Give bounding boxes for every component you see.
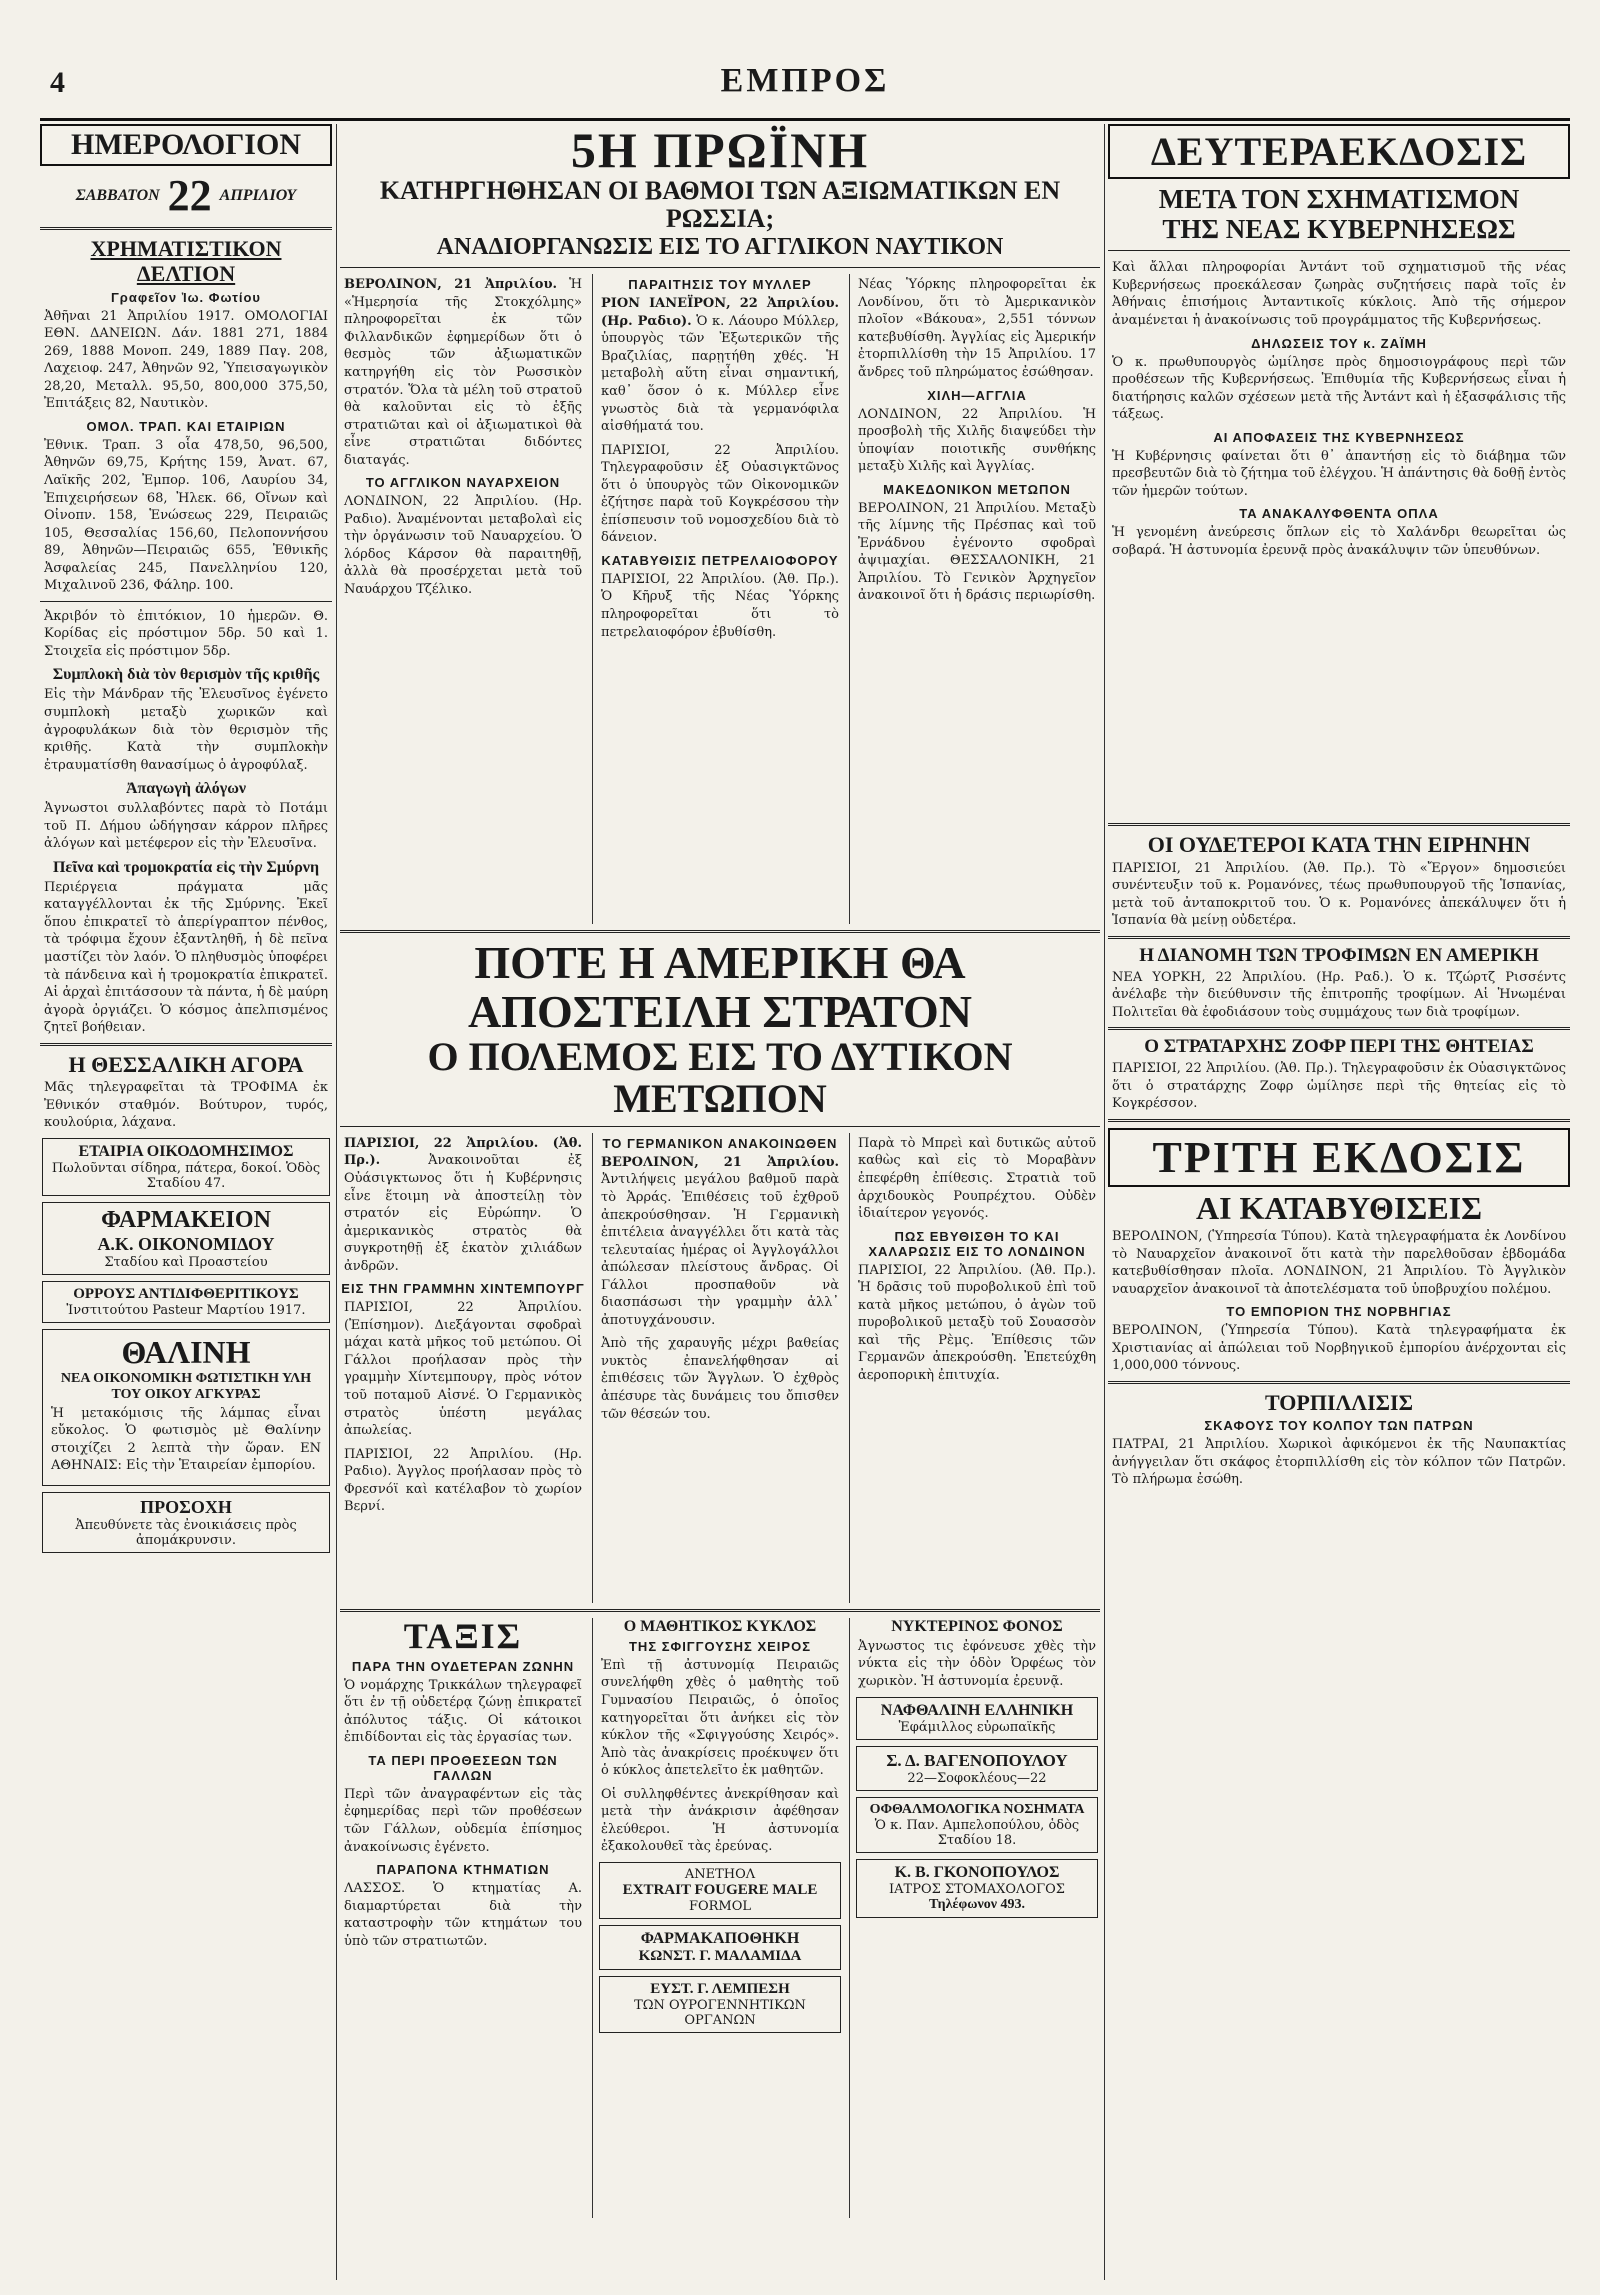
- ad-notice-title: ΠΡΟΣΟΧΗ: [140, 1496, 232, 1517]
- subhead: ΤΟ ΕΜΠΟΡΙΟΝ ΤΗΣ ΝΟΡΒΗΓΙΑΣ: [1226, 1304, 1452, 1320]
- article-text: Ἀπὸ τῆς χαραυγῆς μέχρι βαθείας νυκτὸς ἐπανελήφθησαν αἱ ἐπιθέσεις τῶν Ἄγγλων. Ὁ ἐχθρὸς ἀπέσυρε τὰς δυνάμεις του ὄπισθεν τῶν θέσεών του.: [601, 1336, 839, 1422]
- article-text: Ἡ Κυβέρνησις φαίνεται ὅτι θ᾿ ἀπαντήσῃ εἰς τὸ διάβημα τῶν πρεσβευτῶν διὰ τὸ ζήτημα τοῦ ἐλέγχου. Ἡ ἀπάντησις θὰ δοθῇ ἐντὸς τῶν ἡμερῶν τούτων.: [1112, 448, 1566, 499]
- agora-title: Η ΘΕΣΣΑΛΙΚΗ ΑΓΟΡΑ: [68, 1051, 304, 1077]
- ad-serum-text: Ἰνστιτούτου Pasteur Μαρτίου 1917.: [66, 1302, 306, 1318]
- ad-anethol-formol: FORMOL: [688, 1898, 752, 1914]
- article-text: Ἀντιλήψεις μεγάλου βαθμοῦ παρὰ τὸ Ἀρράς. Ἐπιθέσεις τοῦ ἐχθροῦ ἀπεκρούσθησαν. Ἡ Γερμανικὴ ἐπιτέλεια ἀναγγέλλει ὅτι κατὰ τὰς τελευταίας ἡμέρας οἱ Ἀγγλογάλλοι ἀπώλεσαν πλείστους ἄνδρας. Οἱ Γάλλοι προσπαθοῦν νὰ διασπάσωσι τὴν γραμμὴν ἀλλ᾿ ἀποτυγχάνουσιν.: [601, 1172, 839, 1328]
- finance-text: Ἀθῆναι 21 Ἀπριλίου 1917. ΟΜΟΛΟΓΙΑΙ ΕΘΝ. ΔΑΝΕΙΩΝ. Δάν. 1881 271, 1884 269, 1888 Μονοπ. 249, 1889 Παγ. 208, Λαχειοφ. 247, Ἀθηνῶν 92, Ὑπεισαγωγικὸν 28,20, Μεταλλ. 95,50, 800,000 375,50, Ἐπιτάξεις 82, Ναυτικὸν.: [44, 308, 328, 412]
- finance-title: ΧΡΗΜΑΤΙΣΤΙΚΟΝ ΔΕΛΤΙΟΝ: [90, 236, 282, 287]
- ad-serum-title: ΟΡΡΟΥΣ ΑΝΤΙΔΙΦΘΕΡΙΤΙΚΟΥΣ: [73, 1285, 299, 1302]
- article-text: Περὶ τῶν ἀναγραφέντων εἰς τὰς ἐφημερίδας περὶ τῶν προθέσεων τῶν Γάλλων, οὐδεμία ἐπίσημος ἀνακοίνωσις ἐγένετο.: [344, 1786, 582, 1855]
- article-text: ΛΟΝΔΙΝΟΝ, 22 Ἀπριλίου. Ἡ προσβολὴ τῆς Χιλῆς διαψεύδει τὴν ὑποψίαν ποιοτικῆς συνθήκης μεταξὺ Χιλῆς καὶ Ἀγγλίας.: [858, 406, 1096, 475]
- ad-drugstore-owner: ΚΩΝΣΤ. Γ. ΜΑΛΑΜΙΔΑ: [638, 1947, 802, 1964]
- ad-drugstore-title: ΦΑΡΜΑΚΑΠΟΘΗΚΗ: [640, 1929, 800, 1947]
- headline-government: ΤΗΣ ΝΕΑΣ ΚΥΒΕΡΝΗΣΕΩΣ: [1162, 213, 1516, 244]
- banner-western-front: Ο ΠΟΛΕΜΟΣ ΕΙΣ ΤΟ ΔΥΤΙΚΟΝ ΜΕΤΩΠΟΝ: [427, 1033, 1013, 1121]
- column-center: [340, 124, 1100, 2280]
- subhead: ΠΑΡΑΙΤΗΣΙΣ ΤΟΥ ΜΥΛΛΕΡ: [628, 277, 812, 293]
- ad-naphthalene: [856, 1697, 1098, 1740]
- ad-doctor-lembesi: [599, 1976, 841, 2033]
- ad-doctor-name: ΕΥΣΤ. Γ. ΛΕΜΠΕΣΗ: [650, 1980, 790, 1997]
- newspaper-page: [40, 60, 1570, 2280]
- ad-thaline-subtitle: ΝΕΑ ΟΙΚΟΝΟΜΙΚΗ ΦΩΤΙΣΤΙΚΗ ΥΛΗ ΤΟΥ ΟΙΚΟΥ ΑΓΚΥΡΑΣ: [60, 1370, 312, 1402]
- ad-naphthalene-text: Ἐφάμιλλος εὐρωπαϊκῆς: [898, 1719, 1056, 1735]
- article-text: ΒΕΡΟΛΙΝΟΝ, (Ὑπηρεσία Τύπου). Κατὰ τηλεγραφήματα ἐκ Λονδίνου τὸ Ναυαρχεῖον ἀνακοινοῖ ὅτι κατὰ τὴν παρελθοῦσαν ἑβδομάδα κατεβυθίσθησαν πλοῖα. ΛΟΝΔΙΝΟΝ, 21 Ἀπριλίου. Τὸ Ἀγγλικὸν ναυαρχεῖον ἀνακοινοῖ τὰ ἀποτελέσματα τοῦ ὑποβρυχίου πολέμου.: [1112, 1229, 1566, 1297]
- ad-vagenopoulou-title: Σ. Δ. ΒΑΓΕΝΟΠΟΥΛΟΥ: [886, 1750, 1068, 1770]
- article-text: ΠΑΡΙΣΙΟΙ, 22 Ἀπριλίου. (Ἀθ. Πρ.). Τηλεγραφοῦσιν ἐκ Οὐασιγκτῶνος ὅτι ὁ στρατάρχης Ζοφρ ὡμίλησε περὶ τῆς θητείας εἰς τὸ Κογκρέσσον.: [1112, 1061, 1566, 1112]
- calendar-title: ΗΜΕΡΟΛΟΓΙΟΝ: [40, 124, 332, 166]
- dateline: ΒΕΡΟΛΙΝΟΝ, 21 Ἀπριλίου.: [601, 1154, 839, 1170]
- date-day: ΣΑΒΒΑΤΟΝ: [75, 186, 160, 204]
- story-3-text: Περιέργεια πράγματα μᾶς καταγγέλλονται ἐκ τῆς Σμύρνης. Ἐκεῖ ὅπου ἐπικρατεῖ τὸ ἀπερίγραπτον πένθος, τὰ τρόφιμα ἔχουν ἐξαντληθῆ, ἡ δὲ πεῖνα μαστίζει τὸν λαόν. Ὁ πληθυσμὸς ὑποφέρει τὰ πάνδεινα καὶ ἡ τρομοκρατία ἐπικρατεῖ. Αἱ ἀρχαὶ ἐπιτάσσουν τὰ πάντα, ἡ δὲ μαύρη ἀγορὰ ὀργιάζει. Ὁ κόσμος ἀπελπισμένος ζητεῖ βοήθειαν.: [44, 879, 329, 1036]
- article-text: ΠΑΡΙΣΙΟΙ, 21 Ἀπριλίου. (Ἀθ. Πρ.). Τὸ «Ἔργον» δημοσιεύει συνέντευξιν τοῦ κ. Ρομανόνες, τέως πρωθυπουργοῦ τῆς Ἱσπανίας, μετὰ τοῦ ἀνταποκριτοῦ του. Ὁ κ. Ρομανόνες ἀπεκάλυψεν ὅτι ἡ Ἱσπανία θὰ μείνῃ οὐδετέρα.: [1112, 860, 1566, 929]
- subhead: ΤΑ ΠΕΡΙ ΠΡΟΘΕΣΕΩΝ ΤΩΝ ΓΑΛΛΩΝ: [368, 1752, 558, 1783]
- ad-construction-title: ΕΤΑΙΡΙΑ ΟΙΚΟΔΟΜΗΣΙΜΟΣ: [78, 1142, 294, 1160]
- subhead: ΑΙ ΑΠΟΦΑΣΕΙΣ ΤΗΣ ΚΥΒΕΡΝΗΣΕΩΣ: [1213, 429, 1465, 445]
- ad-thaline-text: Ἡ μετακόμισις τῆς λάμπας εἶναι εὔκολος. Ὁ φωτισμὸς μὲ Θαλίνην στοιχίζει 2 λεπτὰ τὴν ὥραν. ΕΝ ΑΘΗΝΑΙΣ: Εἰς τὴν Ἑταιρείαν ἐμπορίου.: [51, 1405, 321, 1474]
- date-number: 22: [167, 171, 212, 220]
- top-articles: [340, 274, 1100, 924]
- article-text: Ἐπὶ τῇ ἀστυνομίᾳ Πειραιῶς συνελήφθη χθὲς ὁ μαθητὴς τοῦ Γυμνασίου Πειραιῶς, ὁ ὁποῖος κατηγορεῖται ὅτι ἀνήκει εἰς τὸν κύκλον τῆς «Σφιγγούσης Χειρός». Ἀπὸ τὰς ἀνακρίσεις προέκυψεν ὅτι ὁ κύκλος ἀπετελεῖτο ἐκ μαθητῶν.: [601, 1657, 839, 1779]
- article-text: ΒΕΡΟΛΙΝΟΝ, (Ὑπηρεσία Τύπου). Κατὰ τηλεγραφήματα ἐκ Χριστιανίας αἱ ἀπώλειαι τοῦ Νορβηγικοῦ ἐμπορίου ἀνέρχονται εἰς 1,000,000 τόννους.: [1112, 1323, 1566, 1374]
- sinkings-title: ΑΙ ΚΑΤΑΒΥΘΙΣΕΙΣ: [1195, 1189, 1483, 1226]
- article-text: ΝΕΑ ΥΟΡΚΗ, 22 Ἀπριλίου. (Ηρ. Ραδ.). Ὁ κ. Τζώρτζ Ρισσέντς ἀνέλαβε τὴν διεύθυνσιν τῆς ἐπιτροπῆς τροφίμων. Αἱ Ἡνωμέναι Πολιτεῖαι θὰ ἐφοδιάσουν τοὺς συμμάχους των διὰ τροφίμων.: [1112, 969, 1566, 1020]
- page-number: 4: [50, 66, 65, 99]
- article-text: ΠΑΡΙΣΙΟΙ, 22 Ἀπριλίου. (Ηρ. Ραδιο). Ἀγγλος προήλασαν πρὸς τὸ Φρεσνόϊ καὶ κατέλαβον τὸ χωρίον Βερνί.: [344, 1446, 582, 1515]
- subhead: ΤΑ ΑΝΑΚΑΛΥΦΘΕΝΤΑ ΟΠΛΑ: [1239, 506, 1439, 522]
- headline-navy: ΑΝΑΔΙΟΡΓΑΝΩΣΙΣ ΕΙΣ ΤΟ ΑΓΓΛΙΚΟΝ ΝΑΥΤΙΚΟΝ: [436, 233, 1004, 260]
- ad-anethol: [599, 1862, 841, 1919]
- student-circle-subtitle: ΤΗΣ ΣΦΙΓΓΟΥΣΗΣ ΧΕΙΡΟΣ: [628, 1638, 811, 1654]
- ad-ophthalmology: [856, 1797, 1098, 1853]
- article-text: Ἡ γενομένη ἀνεύρεσις ὅπλων εἰς τὸ Χαλάνδρι θεωρεῖται ὡς σοβαρά. Ἡ ἀστυνομία ἐρευνᾷ πρὸς ἀνακάλυψιν τῶν ὑπευθύνων.: [1112, 525, 1566, 558]
- food-distribution-title: Η ΔΙΑΝΟΜΗ ΤΩΝ ΤΡΟΦΙΜΩΝ ΕΝ ΑΜΕΡΙΚΗ: [1139, 944, 1539, 966]
- subhead: ΔΗΛΩΣΕΙΣ ΤΟΥ κ. ΖΑΪΜΗ: [1251, 335, 1427, 351]
- ad-doctor-specialty: ΤΩΝ ΟΥΡΟΓΕΝΝΗΤΙΚΩΝ ΟΡΓΑΝΩΝ: [634, 1997, 806, 2028]
- neutrals-title: ΟΙ ΟΥΔΕΤΕΡΟΙ ΚΑΤΑ ΤΗΝ ΕΙΡΗΝΗΝ: [1147, 832, 1531, 858]
- student-circle-title: Ο ΜΑΘΗΤΙΚΟΣ ΚΥΚΛΟΣ: [623, 1617, 817, 1635]
- article-text: ΒΕΡΟΛΙΝΟΝ, 21 Ἀπριλίου. Μεταξὺ τῆς λίμνης τῆς Πρέσπας καὶ τοῦ Ἐρνάδνου ἐγένοντο σφοδραὶ ἀψιμαχίαι. ΘΕΣΣΑΛΟΝΙΚΗ, 21 Ἀπριλίου. Τὸ Γενικὸν Ἀρχηγεῖον ἀνακοινοῖ ὅτι ἡ δράσις περιωρίσθη.: [858, 500, 1096, 604]
- ad-drugstore: [599, 1925, 841, 1970]
- ad-pharmacy-title: ΦΑΡΜΑΚΕΙΟΝ: [101, 1206, 271, 1233]
- subhead: ΤΟ ΓΕΡΜΑΝΙΚΟΝ ΑΝΑΚΟΙΝΩΘΕΝ: [602, 1135, 838, 1151]
- torpedo-title: ΤΟΡΠΙΛΛΙΣΙΣ: [1265, 1389, 1413, 1415]
- torpedo-subtitle: ΣΚΑΦΟΥΣ ΤΟΥ ΚΟΛΠΟΥ ΤΩΝ ΠΑΤΡΩΝ: [1204, 1418, 1474, 1434]
- government-articles: [1108, 257, 1570, 817]
- column-right: [1108, 124, 1570, 2280]
- second-edition-title: ΔΕΥΤΕΡΑΕΚΔΟΣΙΣ: [1108, 124, 1570, 179]
- edition-title: 5Η ΠΡΩΪΝΗ: [570, 124, 870, 178]
- article-text: Παρὰ τὸ Μπρεὶ καὶ δυτικῶς αὐτοῦ καθὼς καὶ εἰς τὸ Μοραβὰνν ἐπεφέρθη ἐπίθεσις. Στρατιὰ τοῦ ἀρχιδουκὸς Ρουπρέχτου. Οὐδὲν ἰδιαίτερον γεγονός.: [858, 1135, 1096, 1222]
- ad-pharmacy-address: Σταδίου καὶ Προαστείου: [104, 1254, 268, 1270]
- ad-ophthalmology-title: ΟΦΘΑΛΜΟΛΟΓΙΚΑ ΝΟΣΗΜΑΤΑ: [869, 1801, 1085, 1817]
- dateline: ΒΕΡΟΛΙΝΟΝ, 21 Ἀπριλίου.: [344, 277, 557, 293]
- article-text: ΠΑΤΡΑΙ, 21 Ἀπριλίου. Χωρικοὶ ἀφικόμενοι ἐκ τῆς Ναυπακτίας ἀνήγγειλαν ὅτι σκάφος ἐτορπιλλίσθη εἰς τὸν κόλπον τῶν Πατρῶν. Τὸ πλήρωμα ἐσώθη.: [1112, 1437, 1566, 1488]
- story-1-title: Συμπλοκὴ διὰ τὸν θερισμὸν τῆς κριθῆς: [52, 666, 320, 684]
- ad-gkonopoulos: [856, 1859, 1098, 1918]
- ad-notice: [42, 1492, 330, 1553]
- article-text: ΛΑΣΣΟΣ. Ὁ κτηματίας Α. διαμαρτύρεται διὰ τὴν καταστροφὴν τῶν κτημάτων του ὑπὸ τῶν στρατιωτῶν.: [344, 1881, 582, 1949]
- ad-gkonopoulos-specialty: ΙΑΤΡΟΣ ΣΤΟΜΑΧΟΛΟΓΟΣ: [889, 1881, 1065, 1897]
- ad-notice-text: Ἀπευθύνετε τὰς ἐνοικιάσεις πρὸς ἀπομάκρυνσιν.: [75, 1517, 297, 1548]
- article-text: Ὁ κ. Λάουρο Μύλλερ, ὑπουργὸς τῶν Ἐξωτερικῶν τῆς Βραζιλίας, παρῃτήθη χθές. Ἡ μεταβολὴ αὕτη εἶναι σημαντική, καθ᾿ ὅσον ὁ κ. Μύλλερ εἶνε γνωστὸς διὰ τὰ γερμανόφιλα αἰσθήματά του.: [601, 313, 839, 435]
- article-text: Ἡ «Ἡμερησία τῆς Στοκχόλμης» πληροφορεῖται ἐκ τῶν Φιλλανδικῶν ἐφημερίδων ὅτι ὁ θεσμὸς τῶν ἀξιωματικῶν κατηργήθη εἰς τὸν Ρωσσικὸν στρατόν. Ὅλα τὰ μέλη τοῦ στρατοῦ θὰ καλοῦνται εἰς τὸ ἑξῆς στρατιῶται καὶ οἱ ἀξιωματικοὶ θὰ εἶνε στρατιῶται διδόντες διαταγάς.: [344, 277, 582, 468]
- order-subtitle: ΠΑΡΑ ΤΗΝ ΟΥΔΕΤΕΡΑΝ ΖΩΝΗΝ: [351, 1658, 575, 1674]
- article-text: Ὁ κ. πρωθυπουργὸς ὡμίλησε πρὸς δημοσιογράφους περὶ τῶν προθέσεων τῆς Κυβερνήσεως. Ἐπιθυμία τῆς Κυβερνήσεως εἶναι ἡ διατήρησις καλῶν σχέσεων μετὰ τῆς Ἀντάντ καὶ ἡ ἐξασφάλισις τῆς τάξεως.: [1112, 354, 1566, 423]
- ad-vagenopoulou-address: 22—Σοφοκλέους—22: [907, 1770, 1047, 1786]
- ad-construction-text: Πωλοῦνται σίδηρα, πάτερα, δοκοί. Ὁδὸς Σταδίου 47.: [51, 1160, 321, 1191]
- subhead: ΠΩΣ ΕΒΥΘΙΣΘΗ ΤΟ ΚΑΙ ΧΑΛΑΡΩΣΙΣ ΕΙΣ ΤΟ ΛΟΝΔΙΝΟΝ: [868, 1228, 1086, 1259]
- article-text: ΠΑΡΙΣΙΟΙ, 22 Ἀπριλίου. (Ἐπίσημον). Διεξάγονται σφοδραὶ μάχαι κατὰ μῆκος τοῦ μετώπου. Οἱ Γάλλοι προήλασαν πρὸς τὴν γραμμὴν Χίντεμπουργ, πρὸς νότον τοῦ ποταμοῦ Αἰσνέ. Ὁ Γερμανικὸς στρατὸς ὑπέστη μεγάλας ἀπωλείας.: [344, 1300, 582, 1439]
- ad-pharmacy-owner: Α.Κ. ΟΙΚΟΝΟΜΙΔΟΥ: [97, 1233, 275, 1254]
- subhead: ΤΟ ΑΓΓΛΙΚΟΝ ΝΑΥΑΡΧΕΙΟΝ: [365, 475, 561, 491]
- third-edition-title: ΤΡΙΤΗ ΕΚΔΟΣΙΣ: [1108, 1128, 1570, 1187]
- story-1-text: Εἰς τὴν Μάνδραν τῆς Ἐλευσῖνος ἐγένετο συμπλοκὴ μεταξὺ χωρικῶν καὶ ἀγροφυλάκων διὰ τὸν θερισμὸν τῆς κριθῆς. Κατὰ τὴν συμπλοκὴν ἐτραυματίσθη θανασίμως ὁ ἀγροφύλαξ.: [44, 687, 328, 773]
- ad-thaline-title: ΘΑΛΙΝΗ: [121, 1333, 251, 1370]
- masthead: ΕΜΠΡΟΣ: [720, 62, 890, 99]
- ad-ophthalmology-text: Ὁ κ. Παν. Αμπελοπούλου, ὁδὸς Σταδίου 18.: [874, 1817, 1080, 1848]
- subhead: ΚΑΤΑΒΥΘΙΣΙΣ ΠΕΤΡΕΛΑΙΟΦΟΡΟΥ: [601, 552, 839, 568]
- ad-pharmacy: [42, 1202, 330, 1275]
- article-text: Ὁ νομάρχης Τρικκάλων τηλεγραφεῖ ὅτι ἐν τῇ οὐδετέρᾳ ζώνῃ ἐπικρατεῖ ἀπόλυτος τάξις. Οἱ κάτοικοι ἐπιδίδονται εἰς τὰς ἐργασίας των.: [344, 1677, 582, 1746]
- article-text: Νέας Ὑόρκης πληροφορεῖται ἐκ Λονδίνου, ὅτι τὸ Ἀμερικανικὸν πλοῖον «Βάκουα», 2,551 τόννων κατεβυθίσθη. Ἀγγλίας εἰς Ἀμερικήν ἐτορπιλλίσθη τὴν 15 Ἀπριλίου. 17 ἄνδρες τοῦ πληρώματος ἐσώθησαν.: [858, 277, 1096, 381]
- article-text: Ἀνακοινοῦται ἐξ Οὐάσιγκτωνος ὅτι ἡ Κυβέρνησις εἶνε ἕτοιμη νὰ ἀποστείλῃ τὸν στρατόν εἰς Εὐρώπην. Ὁ ἀμερικανικὸς στρατὸς θὰ συγκροτηθῇ ἐξ ἑκατὸν χιλιάδων ἀνδρῶν.: [344, 1153, 582, 1274]
- banner-america: ΠΟΤΕ Η ΑΜΕΡΙΚΗ ΘΑ ΑΠΟΣΤΕΙΛΗ ΣΤΡΑΤΟΝ: [467, 937, 973, 1037]
- ad-vagenopoulou: [856, 1746, 1098, 1791]
- finance-subhead: ΟΜΟΛ. ΤΡΑΠ. ΚΑΙ ΕΤΑΙΡΙΩΝ: [86, 418, 286, 434]
- dateline: ΠΑΡΙΣΙΟΙ, 22 Ἀπριλίου. (Ἀθ. Πρ.).: [344, 1135, 582, 1169]
- page-header: [40, 60, 1570, 121]
- headline-russia: ΚΑΤΗΡΓΗΘΗΣΑΝ ΟΙ ΒΑΘΜΟΙ ΤΩΝ ΑΞΙΩΜΑΤΙΚΩΝ ΕΝ ΡΩΣΣΙΑ;: [379, 175, 1061, 234]
- ad-anethol-product: EXTRAIT FOUGERE MALE: [622, 1881, 818, 1898]
- ad-construction: [42, 1138, 330, 1196]
- ad-naphthalene-title: ΝΑΦΘΑΛΙΝΗ ΕΛΛΗΝΙΚΗ: [880, 1701, 1074, 1719]
- subhead: ΕΙΣ ΤΗΝ ΓΡΑΜΜΗΝ ΧΙΝΤΕΜΠΟΥΡΓ: [341, 1281, 585, 1297]
- article-text: ΛΟΝΔΙΝΟΝ, 22 Ἀπριλίου. (Ηρ. Ραδιο). Ἀναμένονται μεταβολαὶ εἰς τὴν ὀργάνωσιν τοῦ Ναυαρχείου. Ὁ λόρδος Κάρσον θὰ παραιτηθῇ, ἀλλὰ θὰ προσέρχεται μετὰ τοῦ Ναυάρχου Τζέλικο.: [344, 494, 582, 598]
- headline-formation: ΜΕΤΑ ΤΟΝ ΣΧΗΜΑΤΙΣΜΟΝ: [1158, 184, 1520, 214]
- article-text: Οἱ συλληφθέντες ἀνεκρίθησαν καὶ μετὰ τὴν ἀνάκρισιν ἀφέθησαν ἐλεύθεροι. Ἡ ἀστυνομία ἐξακολουθεῖ τὰς ἐρεύνας.: [601, 1786, 839, 1855]
- date-line: [40, 170, 332, 221]
- night-murder-title: ΝΥΚΤΕΡΙΝΟΣ ΦΟΝΟΣ: [891, 1617, 1063, 1635]
- bottom-articles: [340, 1618, 1100, 2218]
- story-2-title: Ἀπαγωγὴ ἀλόγων: [125, 780, 247, 798]
- dateline: ΡΙΟΝ ΙΑΝΕΪΡΟΝ, 22 Ἀπριλίου. (Ηρ. Ραδιο).: [601, 296, 839, 329]
- story-3-title: Πεῖνα καὶ τρομοκρατία εἰς τὴν Σμύρνη: [52, 858, 320, 876]
- article-text: ΠΑΡΙΣΙΟΙ, 22 Ἀπριλίου. (Ἀθ. Πρ.). Ἡ δρᾶσις τοῦ πυροβολικοῦ ἐπὶ τοῦ κατὰ μῆκος μετώπου, ὁ ἀγὼν τοῦ πυροβολικοῦ μεταξὺ τοῦ Σουασσὸν καὶ τῆς Ρὲμς. Ἐπίθεσις τῶν Γερμανῶν ἀπεκρούσθη. Ἐπετεύχθη ἀεροπορικὴ ἐπιτυχία.: [858, 1262, 1096, 1383]
- article-text: ΠΑΡΙΣΙΟΙ, 22 Ἀπριλίου. Τηλεγραφοῦσιν ἐξ Οὐασιγκτῶνος ὅτι ὁ ὑπουργὸς τῶν Οἰκονομικῶν ἐζήτησε παρὰ τοῦ Κογκρέσσου τὴν ἐπίσπευσιν τοῦ νομοσχεδίου διὰ τὸ δάνειον.: [601, 442, 839, 546]
- ad-anethol-name: ΑΝΕΤΗΟΛ: [684, 1866, 756, 1882]
- article-text: ΠΑΡΙΣΙΟΙ, 22 Ἀπριλίου. (Ἀθ. Πρ.). Ὁ Κῆρυξ τῆς Νέας Ὑόρκης πληροφορεῖται ὅτι τὸ πετρελαιοφόρον ἐβυθίσθη.: [601, 571, 839, 640]
- order-title: ΤΑΞΙΣ: [403, 1617, 523, 1656]
- ad-thaline: [42, 1329, 330, 1486]
- subhead: ΧΙΛΗ—ΑΓΓΛΙΑ: [927, 387, 1027, 403]
- notes-text: Ἀκριβόν τὸ ἐπιτόκιον, 10 ἡμερῶν. Θ. Κορίδας εἰς πρόστιμον 5δρ. 50 καὶ 1. Στοιχεῖα εἰς πρόστιμον 5δρ.: [44, 608, 328, 659]
- column-left: [40, 124, 332, 2280]
- war-articles: [340, 1133, 1100, 1603]
- article-text: Ἀγνωστος τις ἐφόνευσε χθὲς τὴν νύκτα εἰς τὴν ὁδὸν Ὀρφέως τὸν χωρικὸν. Ἡ ἀστυνομία ἐρευνᾷ.: [858, 1638, 1096, 1689]
- ad-gkonopoulos-phone: Τηλέφωνον 493.: [929, 1896, 1025, 1912]
- finance-text-2: Ἐθνικ. Τραπ. 3 οἷα 478,50, 96,500, Ἀθηνῶν 69,75, Κρήτης 159, Ἀνατ. 67, Λαϊκῆς 202, Ἐμπορ. 106, Λαυρίου 34, Ἐπιχειρήσεων 68, Ἠλεκ. 66, Οἴνων καὶ Οἰνοπν. 158, Ἑνώσεως 229, Πειραιῶς 105, Θεσσαλίας 156,60, Πελοποννήσου 89, Ἀθηνῶν—Πειραιῶς 655, Ἐθνικῆς Ἀσφαλείας 245, Πανελληνίου 120, Μιχαλινοῦ 236, Φάληρ. 100.: [44, 437, 328, 594]
- subhead: ΜΑΚΕΔΟΝΙΚΟΝ ΜΕΤΩΠΟΝ: [883, 481, 1071, 497]
- joffre-title: Ο ΣΤΡΑΤΑΡΧΗΣ ΖΟΦΡ ΠΕΡΙ ΤΗΣ ΘΗΤΕΙΑΣ: [1144, 1036, 1534, 1058]
- subhead: ΠΑΡΑΠΟΝΑ ΚΤΗΜΑΤΙΩΝ: [376, 1862, 550, 1878]
- date-month: ΑΠΡΙΛΙΟΥ: [219, 186, 297, 204]
- article-text: Καὶ ἄλλαι πληροφορίαι Ἀντάντ τοῦ σχηματισμοῦ τῆς νέας Κυβερνήσεως προεκάλεσαν ζωηρὰς συζητήσεις παρὰ τοῖς ἐν Ἀθήναις ἐπισήμοις Ἀνταντικοῖς κύκλοις. Ἀπὸ τῆς σήμερον ἀναμένεται ἡ ἀνακοίνωσις τοῦ προγράμματος τῆς Κυβερνήσεως.: [1112, 260, 1566, 329]
- ad-gkonopoulos-title: Κ. Β. ΓΚΟΝΟΠΟΥΛΟΣ: [894, 1863, 1060, 1881]
- ad-serum: [42, 1281, 330, 1323]
- finance-byline: Γραφεῖον Ἰω. Φωτίου: [110, 289, 261, 305]
- agora-text: Μᾶς τηλεγραφεῖται τὰ ΤΡΟΦΙΜΑ ἐκ Ἐθνικόν σταθμόν. Βούτυρον, τυρός, κουλούρια, λάχανα.: [44, 1080, 328, 1131]
- story-2-text: Ἀγνωστοι συλλαβόντες παρὰ τὸ Ποτάμι τοῦ Π. Δήμου ὡδήγησαν κάρρον πλῆρες ἀλόγων καὶ μετέφερον εἰς τὴν Ἐλευσῖνα.: [44, 801, 328, 852]
